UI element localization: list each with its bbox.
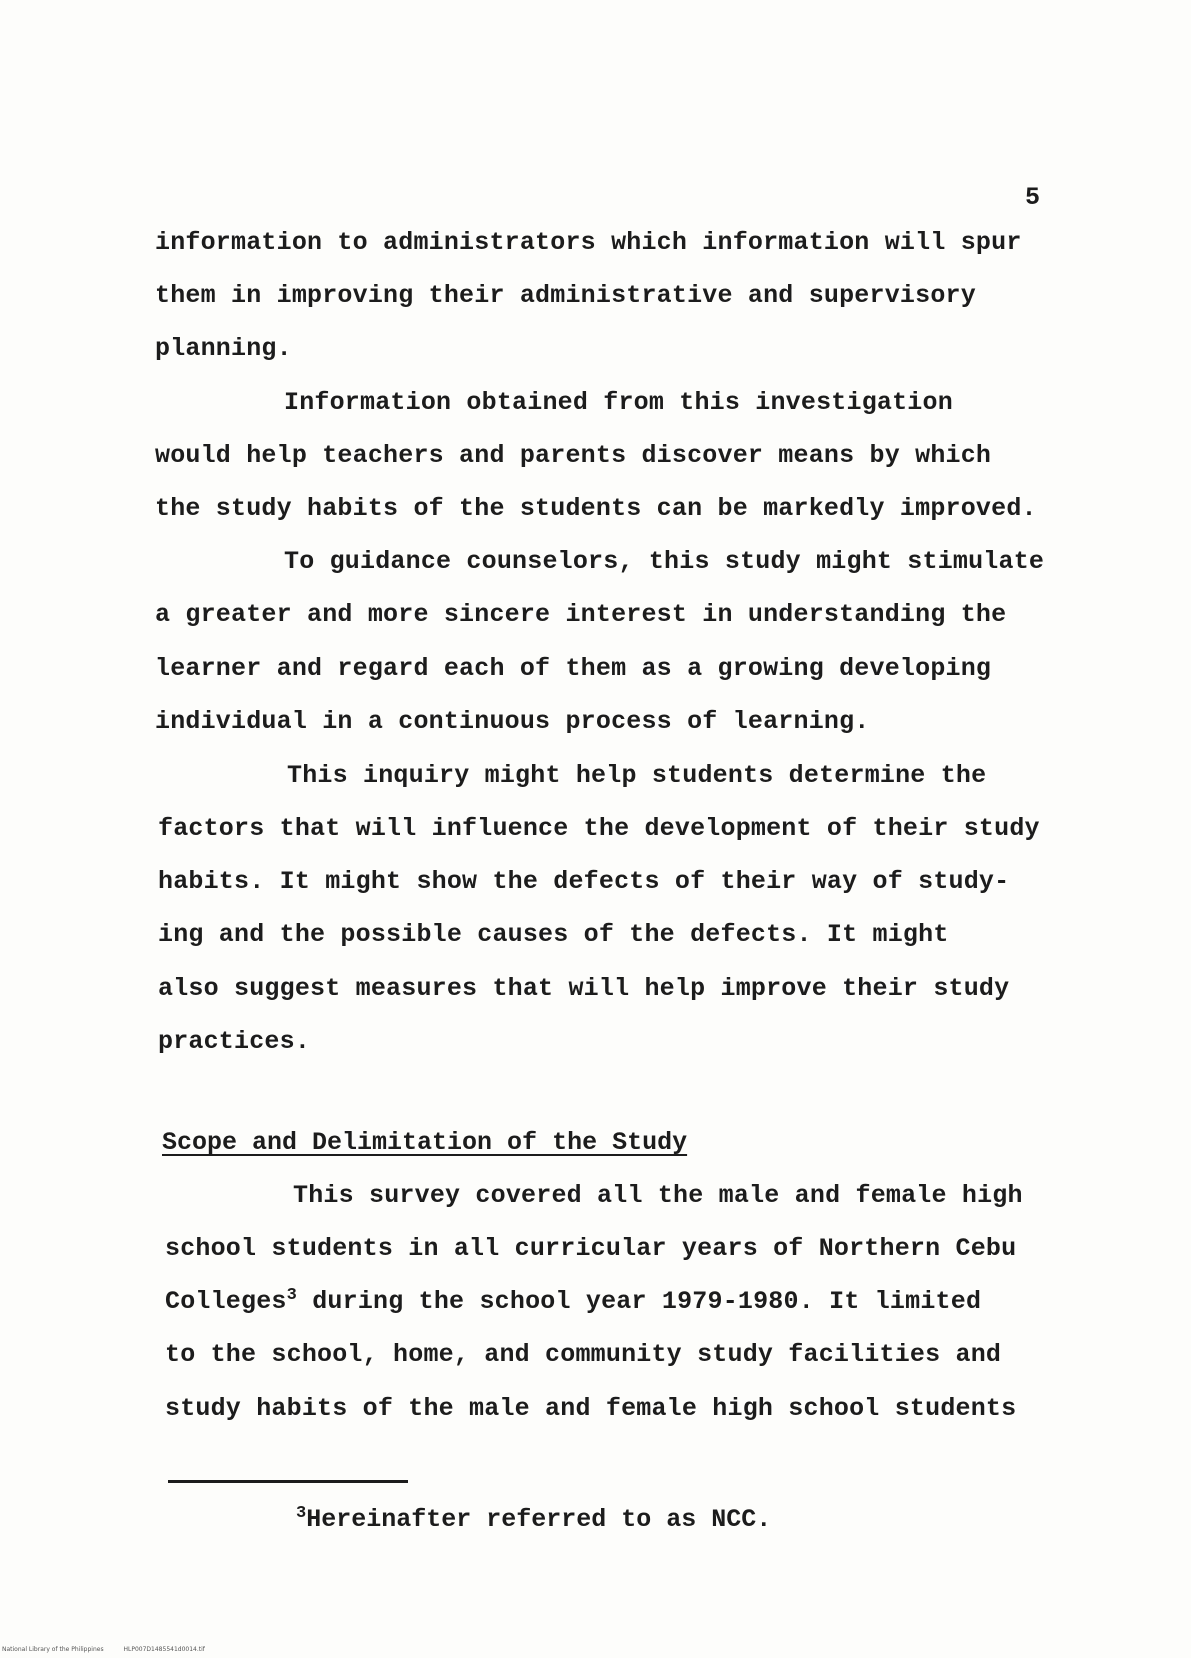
body-line: factors that will influence the development of their study: [158, 814, 1040, 843]
colleges-rest-text: during the school year 1979-1980. It limited: [297, 1287, 982, 1316]
scan-library: National Library of the Philippines: [2, 1646, 104, 1653]
section-line: study habits of the male and female high school students: [165, 1394, 1017, 1423]
footnote-ref-marker: 3: [286, 1286, 298, 1305]
section-line: to the school, home, and community study facilities and: [165, 1340, 1002, 1369]
section-line-colleges: [165, 1287, 981, 1316]
footnote-rule: [168, 1480, 408, 1483]
body-line: information to administrators which information will spur: [155, 228, 1022, 257]
body-line: practices.: [158, 1027, 311, 1056]
body-line: also suggest measures that will help improve their study: [158, 974, 1010, 1003]
footnote: [296, 1505, 771, 1534]
scan-footer: [2, 1646, 223, 1653]
body-line: a greater and more sincere interest in understanding the: [155, 600, 1007, 629]
body-line: learner and regard each of them as a growing developing: [155, 654, 992, 683]
footnote-text: Hereinafter referred to as NCC.: [306, 1505, 772, 1534]
body-line: planning.: [155, 334, 292, 363]
body-line: individual in a continuous process of learning.: [155, 707, 870, 736]
section-line: This survey covered all the male and female high: [293, 1181, 1023, 1210]
scan-file: HLP007D1485541d0014.tif: [123, 1646, 205, 1653]
body-line: habits. It might show the defects of their way of study-: [158, 867, 1010, 896]
section-heading: Scope and Delimitation of the Study: [162, 1128, 688, 1157]
body-line: This inquiry might help students determine the: [287, 761, 987, 790]
section-line: school students in all curricular years of Northern Cebu: [165, 1234, 1017, 1263]
colleges-text: Colleges: [165, 1287, 287, 1316]
body-line: them in improving their administrative and supervisory: [155, 281, 976, 310]
footnote-marker: 3: [296, 1504, 307, 1523]
body-line: To guidance counselors, this study might stimulate: [284, 547, 1045, 576]
body-line: ing and the possible causes of the defects. It might: [158, 920, 949, 949]
body-line: the study habits of the students can be markedly improved.: [155, 494, 1037, 523]
body-line: would help teachers and parents discover means by which: [155, 441, 992, 470]
page-number: 5: [1025, 183, 1041, 212]
body-line: Information obtained from this investigation: [284, 388, 953, 417]
